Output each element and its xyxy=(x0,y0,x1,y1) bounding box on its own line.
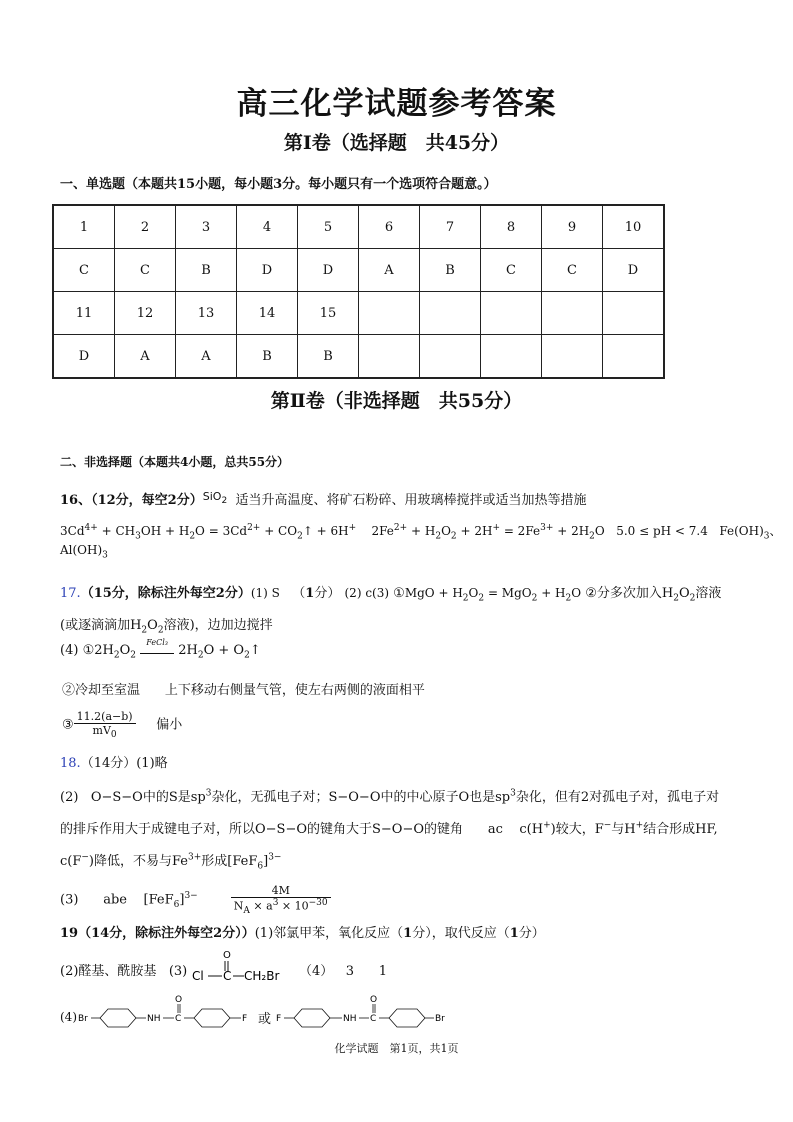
section2-heading: 二、非选择题（本题共4小题，总共55分） xyxy=(60,455,290,469)
answer-table-cell: 9 xyxy=(542,205,603,249)
q16-line2: $3Cd^{4+} + CH_3OH + H_2O = 3Cd^{2+}$ + $CO_2↑ + 6H^+$ $2Fe^{2+} + H_2O_2 + 2H^+ = 2Fe^{3+} + 2H_2O$ 5.0 ≤ pH < 7.4 $Fe(OH)_3$、 xyxy=(60,523,782,542)
svg-text:Br: Br xyxy=(435,1014,445,1024)
answer-table-cell: B xyxy=(298,335,359,379)
svg-text:F: F xyxy=(242,1014,248,1024)
acyl-chloride-structure xyxy=(192,948,287,984)
answer-table-cell xyxy=(359,292,420,335)
svg-text:O: O xyxy=(223,950,231,961)
amide-structure-1 xyxy=(78,994,258,1028)
answer-table-cell: B xyxy=(237,335,298,379)
answer-table-row xyxy=(53,335,664,379)
answer-table-cell xyxy=(420,335,481,379)
q16-line1: 16、（12分，每空2分）$^{SiO_2}$ 适当升高温度、将矿石粉碎、用玻璃棒搅拌或适当加热等措施 xyxy=(60,490,587,508)
svg-text:O: O xyxy=(370,995,378,1005)
q17-line5: ③ $\frac{11.2(a-b)}{mV_0}$ 偏小 xyxy=(62,710,183,741)
q19-line2b: （4） 3 1 xyxy=(299,964,388,979)
q19-line2: (2)醛基、酰胺基 (3) xyxy=(60,964,188,979)
amide-structure-2 xyxy=(276,994,456,1028)
answer-table-cell: D xyxy=(603,249,665,292)
answer-table-cell: B xyxy=(420,249,481,292)
answer-table-cell xyxy=(542,335,603,379)
answer-table-cell: 7 xyxy=(420,205,481,249)
answer-table-cell: C xyxy=(481,249,542,292)
answer-table-cell: 10 xyxy=(603,205,665,249)
q19-line1: 19（14分，除标注外每空2分））(1)邻氯甲苯，氧化反应（1分），取代反应（1分） xyxy=(60,926,545,941)
q18-line3: 的排斥作用大于成键电子对，所以O−S−O的键角大于S−O−O的键角 ac c(H+)较大，F−与H+结合形成HF, xyxy=(60,820,718,837)
svg-text:NH: NH xyxy=(147,1014,161,1024)
answer-table-cell: 13 xyxy=(176,292,237,335)
answer-table-cell: 12 xyxy=(115,292,176,335)
q18-line2: (2) O−S−O中的S是$sp^3$杂化，无孤电子对；S−O−O中的中心原子O也是$sp^3$杂化，但有2对孤电子对，孤电子对 xyxy=(60,788,720,805)
answer-table-cell xyxy=(420,292,481,335)
svg-text:Cl: Cl xyxy=(192,969,204,983)
answer-table-cell: 2 xyxy=(115,205,176,249)
q17-line3: (4) $①2H_2O_2$ FeCl₃ $2H_2O$ + $O_2↑$ xyxy=(60,638,261,661)
q17-line4: ②冷却至室温 上下移动右侧量气管，使左右两侧的液面相平 xyxy=(62,683,425,698)
part1-title: 第Ⅰ卷（选择题 共45分） xyxy=(283,132,510,154)
section1-heading: 一、单选题（本题共15小题，每小题3分。每小题只有一个选项符合题意。） xyxy=(60,177,497,192)
q17-number: 17. xyxy=(60,586,81,601)
page-title: 高三化学试题参考答案 xyxy=(236,86,557,122)
answer-table-cell: A xyxy=(359,249,420,292)
answer-table-cell: A xyxy=(176,335,237,379)
answer-table-cell: 3 xyxy=(176,205,237,249)
q18-line5: (3) abe $[FeF_6]^{3-}$ $\frac{4M}{N_A \times a^3 \times 10^{-30}}$ xyxy=(60,884,331,916)
svg-text:C: C xyxy=(370,1014,377,1024)
answer-table-cell: 14 xyxy=(237,292,298,335)
q18-line4: c(F−)降低，不易与$Fe^{3+}$形成$[FeF_6]^{3-}$ xyxy=(60,852,282,872)
q17-line1: 17.（15分，除标注外每空2分）(1) S （1分） (2) c(3) ①MgO + $H_2O_2 = MgO_2 + H_2O$ ②分多次加入$H_2O_2$溶液 xyxy=(60,586,722,604)
answer-table-cell: D xyxy=(237,249,298,292)
svg-text:O: O xyxy=(175,995,183,1005)
q18-number: 18. xyxy=(60,756,81,771)
q17-line2: (或逐滴滴加$H_2O_2$溶液)，边加边搅拌 xyxy=(60,618,273,636)
svg-text:NH: NH xyxy=(343,1014,357,1024)
svg-text:Br: Br xyxy=(78,1014,88,1024)
answer-table xyxy=(52,204,665,379)
q16-line3: $Al(OH)_3$ xyxy=(60,543,108,561)
answer-table-cell xyxy=(603,292,665,335)
svg-text:C: C xyxy=(223,969,232,983)
answer-table-cell: 8 xyxy=(481,205,542,249)
answer-table-cell: B xyxy=(176,249,237,292)
answer-table-cell: 15 xyxy=(298,292,359,335)
svg-text:F: F xyxy=(276,1014,282,1024)
answer-table-cell: D xyxy=(298,249,359,292)
svg-text:CH₂Br: CH₂Br xyxy=(244,969,280,983)
or-label: 或 xyxy=(258,1012,272,1027)
answer-table-cell: 1 xyxy=(53,205,115,249)
q19-line3-label: (4) xyxy=(60,1010,77,1024)
answer-table-row xyxy=(53,292,664,335)
svg-text:C: C xyxy=(175,1014,182,1024)
answer-table-cell: 11 xyxy=(53,292,115,335)
page-footer: 化学试题 第1页，共1页 xyxy=(334,1042,459,1055)
answer-table-cell xyxy=(542,292,603,335)
answer-table-cell: 6 xyxy=(359,205,420,249)
answer-table-cell xyxy=(481,292,542,335)
answer-table-cell xyxy=(359,335,420,379)
answer-table-cell: A xyxy=(115,335,176,379)
answer-table-row xyxy=(53,205,664,249)
answer-table-cell xyxy=(481,335,542,379)
q18-line1: 18.（14分）(1)略 xyxy=(60,756,168,771)
answer-table-cell: 5 xyxy=(298,205,359,249)
answer-table-cell: C xyxy=(542,249,603,292)
answer-table-cell: C xyxy=(53,249,115,292)
answer-table-row xyxy=(53,249,664,292)
answer-table-cell: 4 xyxy=(237,205,298,249)
part2-title: 第Ⅱ卷（非选择题 共55分） xyxy=(270,390,523,412)
answer-table-cell: C xyxy=(115,249,176,292)
answer-table-cell: D xyxy=(53,335,115,379)
answer-table-cell xyxy=(603,335,665,379)
